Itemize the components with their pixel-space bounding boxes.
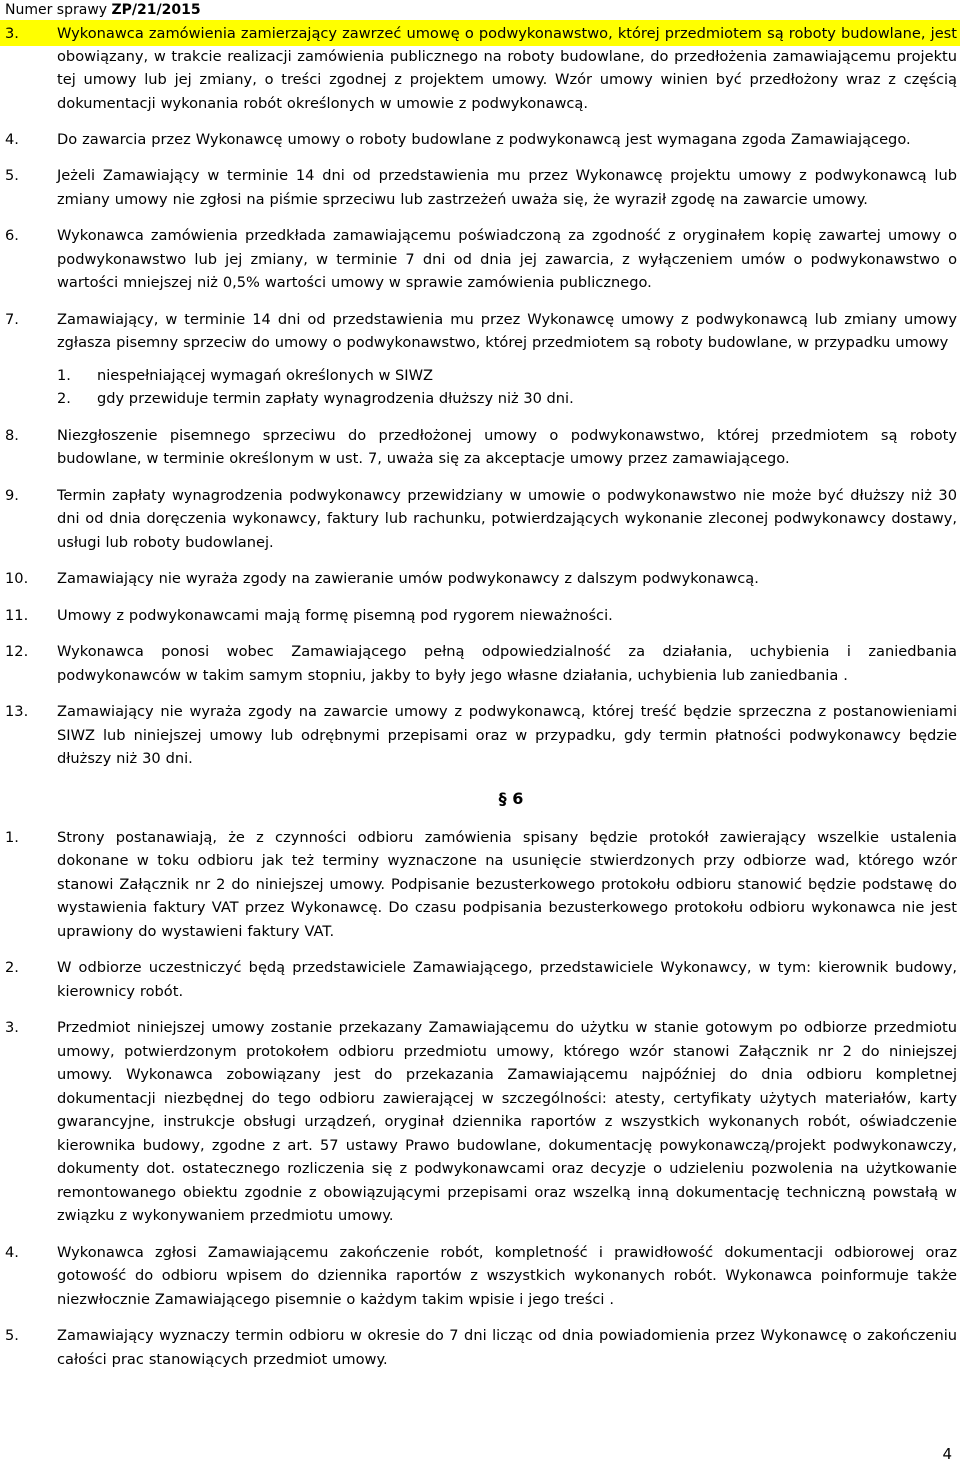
item-number: 4. — [5, 130, 19, 148]
item-number: 6. — [5, 227, 19, 245]
list-item — [5, 22, 957, 115]
item-text: Jeżeli Zamawiający w terminie 14 dni od przedstawienia mu przez Wykonawcę projektu umowy z podwykonawcą lub zmiany umowy nie zgłosi na piśmie sprzeciwu lub zastrzeżeń uważa się, że wyraził zgodę na zawarcie umowy. — [57, 167, 957, 208]
item-text: Zamawiający wyznaczy termin odbioru w okresie do 7 dni licząc od dnia powiadomienia przez Wykonawcę o zakończeniu całości prac stanowiących przedmiot umowy. — [57, 1327, 957, 1368]
list-item — [5, 567, 957, 591]
item-number: 8. — [5, 426, 19, 444]
spacer — [5, 295, 957, 308]
spacer — [5, 211, 957, 224]
list-item — [5, 128, 957, 152]
item-text: Zamawiający nie wyraża zgody na zawarcie umowy z podwykonawcą, której treść będzie sprzeczna z postanowieniami SIWZ lub niniejszej umowy lub odrębnymi przepisami oraz w przypadku, gdy termin płatności podwykonawcy będzie dłuższy niż 30 dni. — [57, 703, 957, 768]
list-item — [5, 604, 957, 628]
item-number: 1. — [5, 828, 19, 846]
page-number: 4 — [942, 1445, 952, 1463]
sub-list-item — [57, 364, 957, 388]
case-number-label: Numer sprawy — [5, 2, 108, 18]
item-text: Termin zapłaty wynagrodzenia podwykonawcy przewidziany w umowie o podwykonawstwo nie może być dłuższy niż 30 dni od dnia doręczenia wykonawcy, faktury lub rachunku, potwierdzających wykonanie zleconej podwykonawcy dostawy, usługi lub roboty budowlanej. — [57, 486, 957, 551]
list-item — [5, 826, 957, 944]
list-item — [5, 484, 957, 555]
page-header — [5, 0, 201, 24]
item-number: 9. — [5, 486, 19, 504]
item-number: 3. — [5, 1019, 19, 1037]
item-text: Przedmiot niniejszej umowy zostanie przekazany Zamawiającemu do użytku w stanie gotowym po odbiorze przedmiotu umowy, potwierdzonym protokołem odbioru przedmiotu umowy, którego wzór stanowi Załącznik nr 2 do niniejszej umowy. Wykonawca zobowiązany jest do przekazania Zamawiającemu najpóźniej do dnia odbioru kompletnej dokumentacji niezbędnej do tego odbioru zawierającej w szczególności: atesty, certyfikaty użytych materiałów, karty gwarancyjne, instrukcje obsługi urządzeń, oryginał dziennika raportów z wszystkich wykonanych robót, oświadczenie kierownika budowy, zgodne z art. 57 ustawy Prawo budowlane, dokumentację powykonawczą/projekt podwykonawczy, dokumenty dot. ostatecznego rozliczenia się z podwykonawcami oraz decyzje o udzieleniu pozwolenia na użytkowanie remontowanego obiektu zgodnie z obowiązującymi przepisami oraz wszelką inną dokumentację techniczną powstałą w związku z wykonywaniem przedmiotu umowy. — [57, 1019, 957, 1225]
item-text: Wykonawca zgłosi Zamawiającemu zakończenie robót, kompletność i prawidłowość dokumentacji odbiorowej oraz gotowość do odbioru wpisem do dziennika raportów z wszystkich wykonanych robót. Wykonawca poinformuje także niezwłocznie Zamawiającego pisemnie o każdym takim wpisie i jego treści . — [57, 1243, 957, 1308]
spacer — [5, 627, 957, 640]
item-text: Wykonawca zamówienia zamierzający zawrzeć umowę o podwykonawstwo, której przedmiotem są roboty budowlane, jest obowiązany, w trakcie realizacji zamówienia publicznego na roboty budowlane, do przedłożenia zamawiającemu projektu tej umowy lub jej zmiany, o treści zgodnej z projektem umowy. Wzór umowy winien być przedłożony wraz z częścią dokumentacji wykonania robót określonych w umowie z podwykonawcą. — [57, 25, 957, 112]
sub-item-number: 2. — [57, 390, 71, 408]
spacer — [5, 1311, 957, 1324]
list-item — [5, 1324, 957, 1371]
sub-item-text: gdy przewiduje termin zapłaty wynagrodzenia dłuższy niż 30 dni. — [97, 390, 574, 408]
section-heading: § 6 — [498, 788, 524, 808]
item-number: 2. — [5, 959, 19, 977]
spacer — [5, 411, 957, 424]
spacer — [5, 151, 957, 164]
spacer — [5, 554, 957, 567]
item-number: 12. — [5, 643, 29, 661]
list-item — [5, 424, 957, 471]
item-text: Zamawiający nie wyraża zgody na zawieranie umów podwykonawcy z dalszym podwykonawcą. — [57, 570, 759, 588]
section-6-list — [5, 826, 957, 1372]
spacer — [5, 471, 957, 484]
list-item — [5, 700, 957, 771]
spacer — [5, 1228, 957, 1241]
sub-item-number: 1. — [57, 366, 71, 384]
item-number: 5. — [5, 167, 19, 185]
item-number: 4. — [5, 1243, 19, 1261]
item-text: Strony postanawiają, że z czynności odbioru zamówienia spisany będzie protokół zawierający wszelkie ustalenia dokonane w toku odbioru jak też terminy wyznaczone na usunięcie stwierdzonych przy odbiorze wad, którego wzór stanowi Załącznik nr 2 do niniejszej umowy. Podpisanie bezusterkowego protokołu odbioru stanowić będzie podstawę do wystawienia faktury VAT przez Wykonawcę. Do czasu podpisania bezusterkowego protokołu odbioru wykonawca nie jest uprawiony do wystawieni faktury VAT. — [57, 828, 957, 940]
document-body — [5, 22, 957, 1371]
item-text: Wykonawca zamówienia przedkłada zamawiającemu poświadczoną za zgodność z oryginałem kopię zawartej umowy o podwykonawstwo lub jej zmiany, w terminie 7 dni od dnia jej zawarcia, z wyłączeniem umów o podwykonawstwo o wartości mniejszej niż 0,5% wartości umowy w sprawie zamówienia publicznego. — [57, 227, 957, 292]
item-number: 13. — [5, 703, 29, 721]
item-text: Wykonawca ponosi wobec Zamawiającego pełną odpowiedzialność za działania, uchybienia i zaniedbania podwykonawców w takim samym stopniu, jakby to były jego własne działania, uchybienia lub zaniedbania . — [57, 643, 957, 684]
sub-list — [57, 364, 957, 411]
item-number: 5. — [5, 1327, 19, 1345]
item-text: Umowy z podwykonawcami mają formę pisemną pod rygorem nieważności. — [57, 606, 613, 624]
item-number: 11. — [5, 606, 29, 624]
list-item — [5, 224, 957, 295]
sub-item-text: niespełniającej wymagań określonych w SIWZ — [97, 366, 434, 384]
item-text: Zamawiający, w terminie 14 dni od przedstawienia mu przez Wykonawcę umowy z podwykonawcą lub zmiany umowy zgłasza pisemny sprzeciw do umowy o podwykonawstwo, której przedmiotem są roboty budowlane, w przypadku umowy — [57, 310, 957, 352]
spacer — [5, 1003, 957, 1016]
case-number: ZP/21/2015 — [111, 2, 201, 18]
item-text: Do zawarcia przez Wykonawcę umowy o roboty budowlane z podwykonawcą jest wymagana zgoda Zamawiającego. — [57, 130, 911, 148]
list-item — [5, 308, 957, 411]
spacer — [5, 687, 957, 700]
list-item — [5, 164, 957, 211]
section-5-continuation — [5, 22, 957, 771]
item-text: W odbiorze uczestniczyć będą przedstawiciele Zamawiającego, przedstawiciele Wykonawcy, w tym: kierownik budowy, kierownicy robót. — [57, 959, 957, 1000]
list-item — [5, 1241, 957, 1312]
item-number: 3. — [5, 25, 19, 42]
list-item — [5, 640, 957, 687]
sub-list-item — [57, 387, 957, 411]
spacer — [5, 591, 957, 604]
item-number: 10. — [5, 570, 29, 588]
spacer — [5, 943, 957, 956]
item-number: 7. — [5, 310, 19, 328]
spacer — [5, 115, 957, 128]
list-item — [5, 1016, 957, 1228]
list-item — [5, 956, 957, 1003]
item-text: Niezgłoszenie pisemnego sprzeciwu do przedłożonej umowy o podwykonawstwo, której przedmiotem są roboty budowlane, w terminie określonym w ust. 7, uważa się za akceptacje umowy przez zamawiającego. — [57, 426, 957, 468]
